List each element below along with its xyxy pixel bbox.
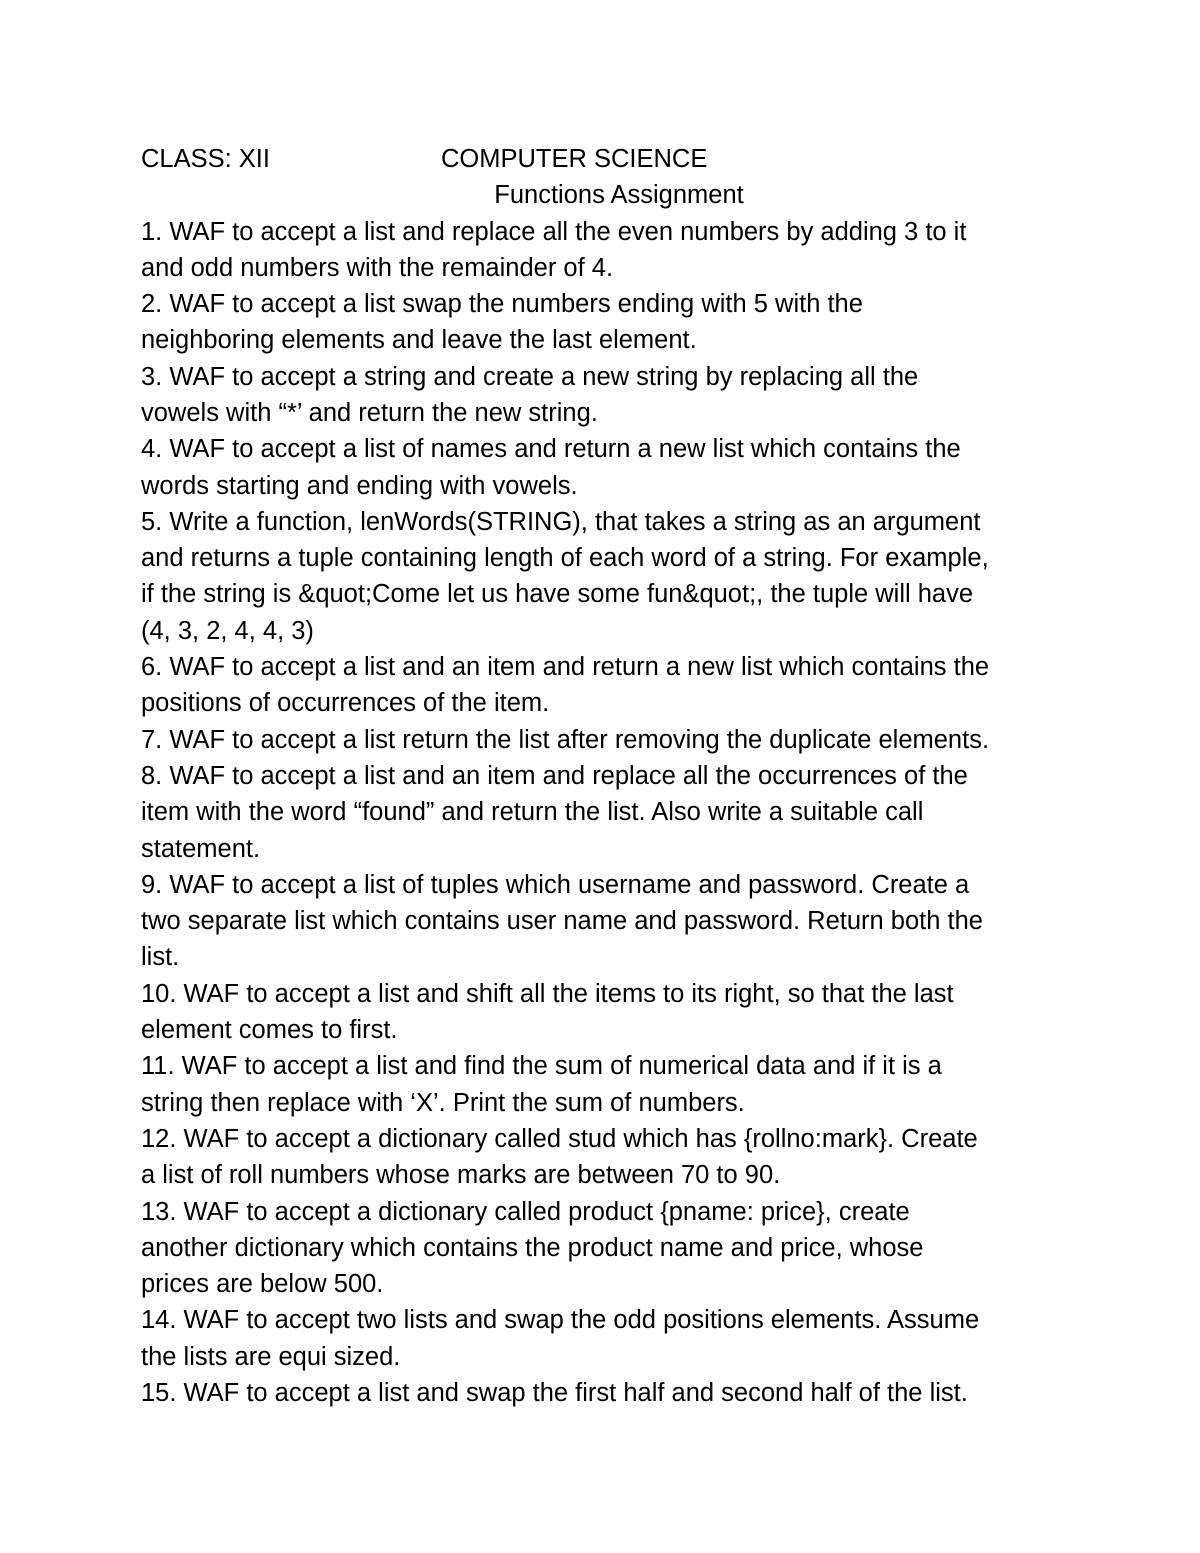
question-item (141, 1302, 1066, 1375)
question-line: 7. WAF to accept a list return the list after removing the duplicate elements. (141, 725, 990, 754)
question-line: string then replace with ‘X’. Print the sum of numbers. (141, 1088, 745, 1117)
question-item (141, 431, 1066, 504)
question-line: element comes to first. (141, 1016, 398, 1045)
question-item (141, 214, 1066, 287)
question-line: 11. WAF to accept a list and find the sum of numerical data and if it is a (141, 1052, 942, 1081)
question-item (141, 286, 1066, 359)
question-line: statement. (141, 834, 261, 863)
question-line: vowels with “*’ and return the new string. (141, 398, 598, 427)
question-line: and returns a tuple containing length of each word of a string. For example, (141, 544, 989, 573)
question-item (141, 1375, 1066, 1411)
question-item (141, 649, 1066, 722)
question-item (141, 504, 1066, 649)
question-line: 1. WAF to accept a list and replace all the even numbers by adding 3 to it (141, 217, 967, 246)
question-line: 15. WAF to accept a list and swap the first half and second half of the list. (141, 1379, 968, 1407)
question-line: 2. WAF to accept a list swap the numbers ending with 5 with the (141, 290, 863, 319)
question-line: 14. WAF to accept two lists and swap the odd positions elements. Assume (141, 1306, 980, 1335)
question-line: 13. WAF to accept a dictionary called product {pname: price}, create (141, 1197, 910, 1226)
question-item (141, 867, 1066, 976)
question-line: and odd numbers with the remainder of 4. (141, 253, 614, 282)
question-line: 4. WAF to accept a list of names and return a new list which contains the (141, 435, 961, 464)
question-line: neighboring elements and leave the last element. (141, 326, 697, 355)
question-line: words starting and ending with vowels. (141, 471, 578, 500)
question-line: 5. Write a function, lenWords(STRING), that takes a string as an argument (141, 507, 981, 536)
question-item (141, 1121, 1066, 1194)
question-line: 8. WAF to accept a list and an item and replace all the occurrences of the (141, 761, 968, 790)
question-line: two separate list which contains user name and password. Return both the (141, 907, 983, 936)
question-item (141, 976, 1066, 1049)
question-line: 3. WAF to accept a string and create a new string by replacing all the (141, 362, 919, 391)
question-line: 10. WAF to accept a list and shift all the items to its right, so that the last (141, 979, 954, 1008)
subject-heading: COMPUTER SCIENCE (441, 145, 708, 173)
question-line: 6. WAF to accept a list and an item and return a new list which contains the (141, 653, 990, 682)
question-item (141, 1048, 1066, 1121)
question-list (141, 214, 1066, 1412)
question-item (141, 722, 1066, 758)
assignment-title: Functions Assignment (494, 181, 744, 209)
question-line: list. (141, 943, 180, 972)
question-line: the lists are equi sized. (141, 1342, 401, 1371)
question-line: if the string is &quot;Come let us have some fun&quot;, the tuple will have (141, 580, 974, 609)
question-line: positions of occurrences of the item. (141, 689, 550, 718)
question-line: 9. WAF to accept a list of tuples which username and password. Create a (141, 870, 970, 899)
question-item (141, 758, 1066, 867)
question-line: item with the word “found” and return the list. Also write a suitable call (141, 798, 924, 827)
question-line: 12. WAF to accept a dictionary called stud which has {rollno:mark}. Create (141, 1124, 978, 1153)
question-item (141, 1194, 1066, 1303)
question-line: another dictionary which contains the product name and price, whose (141, 1233, 924, 1262)
question-line: prices are below 500. (141, 1270, 384, 1299)
question-item (141, 359, 1066, 432)
class-label: CLASS: XII (141, 145, 270, 173)
question-line: a list of roll numbers whose marks are between 70 to 90. (141, 1161, 781, 1190)
question-line: (4, 3, 2, 4, 4, 3) (141, 616, 314, 645)
